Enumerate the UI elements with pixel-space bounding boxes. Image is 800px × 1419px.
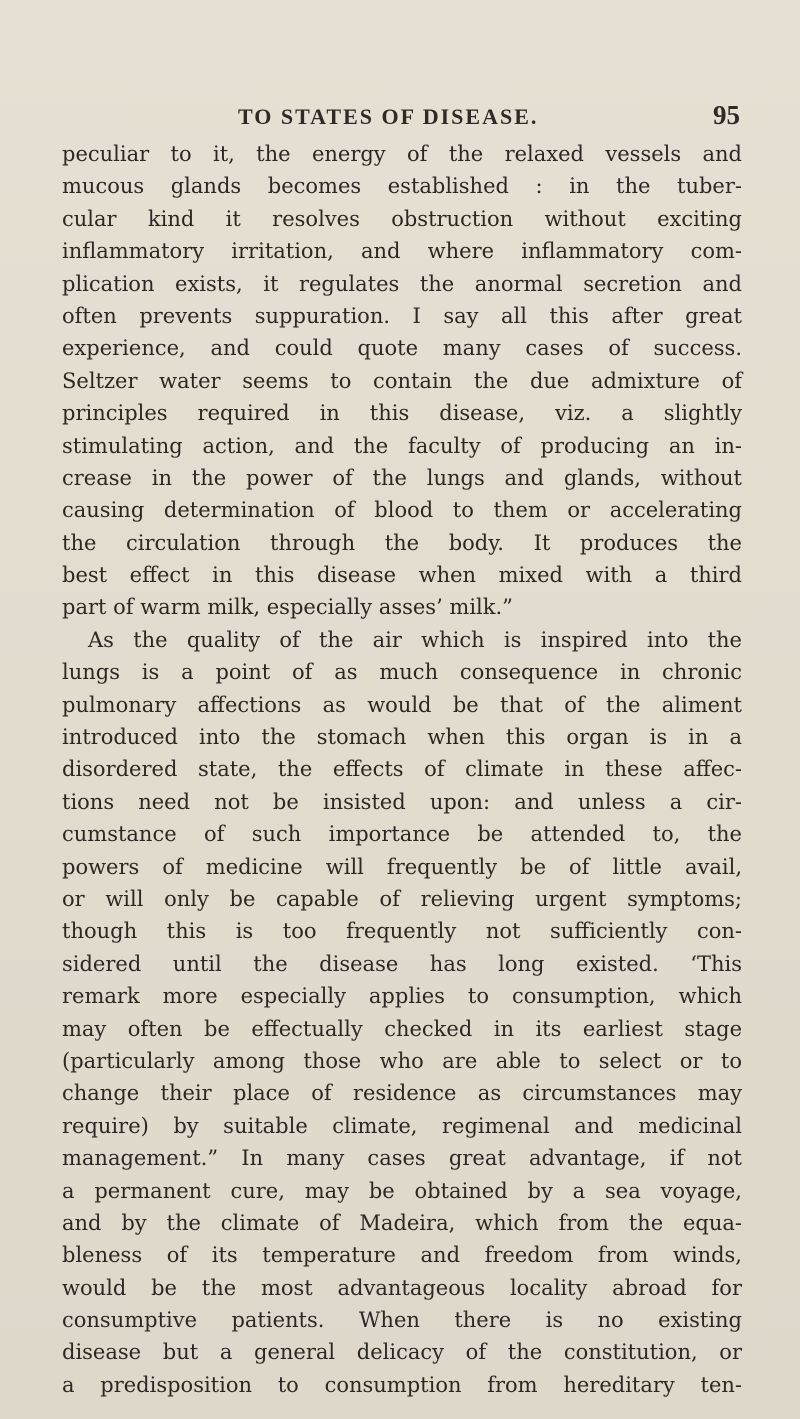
- text-line: crease in the power of the lungs and glands, without: [62, 465, 742, 490]
- text-line: powers of medicine will frequently be of little avail,: [62, 854, 742, 879]
- text-line: bleness of its temperature and freedom from winds,: [62, 1243, 742, 1268]
- text-line: plication exists, it regulates the anormal secretion and: [62, 271, 742, 296]
- text-line: disordered state, the effects of climate in these affec-: [62, 757, 742, 782]
- text-line: the circulation through the body. It produces the: [62, 530, 742, 555]
- text-line: stimulating action, and the faculty of producing an in-: [62, 433, 742, 458]
- text-line: introduced into the stomach when this organ is in a: [62, 725, 742, 750]
- text-line: a permanent cure, may be obtained by a sea voyage,: [62, 1178, 742, 1203]
- text-line: remark more especially applies to consumption, which: [62, 984, 742, 1009]
- text-line: would be the most advantageous locality abroad for: [62, 1275, 742, 1300]
- text-line: consumptive patients. When there is no existing: [62, 1308, 742, 1333]
- text-line: Seltzer water seems to contain the due admixture of: [62, 368, 742, 393]
- text-line: sidered until the disease has long existed. ‘This: [62, 951, 742, 976]
- text-line: lungs is a point of as much consequence in chronic: [62, 660, 742, 685]
- text-line: though this is too frequently not sufficiently con-: [62, 919, 742, 944]
- text-line: or will only be capable of relieving urgent symptoms;: [62, 886, 742, 911]
- page-header: [238, 100, 740, 138]
- text-line: often prevents suppuration. I say all this after great: [62, 303, 742, 328]
- text-line: may often be effectually checked in its earliest stage: [62, 1016, 742, 1041]
- paragraph: [62, 138, 742, 624]
- text-line: peculiar to it, the energy of the relaxed vessels and: [62, 142, 742, 166]
- paragraph: [62, 624, 742, 1401]
- text-line: inflammatory irritation, and where inflammatory com-: [62, 239, 742, 264]
- text-line: principles required in this disease, viz. a slightly: [62, 401, 742, 426]
- text-line: As the quality of the air which is inspired into the: [88, 627, 742, 652]
- running-title: TO STATES OF DISEASE.: [238, 104, 539, 129]
- text-line: experience, and could quote many cases of success.: [62, 336, 742, 361]
- text-line: a predisposition to consumption from hereditary ten-: [62, 1372, 742, 1397]
- text-line: best effect in this disease when mixed with a third: [62, 563, 742, 588]
- text-line: disease but a general delicacy of the constitution, or: [62, 1340, 742, 1365]
- text-line: cular kind it resolves obstruction without exciting: [62, 206, 742, 231]
- text-line: part of warm milk, especially asses’ milk.”: [62, 595, 513, 620]
- text-line: cumstance of such importance be attended to, the: [62, 822, 742, 847]
- text-line: mucous glands becomes established : in the tuber-: [62, 174, 742, 199]
- text-line: require) by suitable climate, regimenal and medicinal: [62, 1113, 742, 1138]
- text-line: change their place of residence as circumstances may: [62, 1081, 742, 1106]
- text-line: causing determination of blood to them or accelerating: [62, 498, 742, 523]
- page-number: 95: [713, 100, 740, 130]
- text-line: pulmonary affections as would be that of the aliment: [62, 692, 742, 717]
- text-line: management.” In many cases great advantage, if not: [62, 1146, 742, 1171]
- text-line: (particularly among those who are able to select or to: [62, 1048, 742, 1073]
- text-line: tions need not be insisted upon: and unless a cir-: [62, 789, 742, 814]
- text-line: and by the climate of Madeira, which from the equa-: [62, 1210, 742, 1235]
- body-text: [62, 138, 742, 1401]
